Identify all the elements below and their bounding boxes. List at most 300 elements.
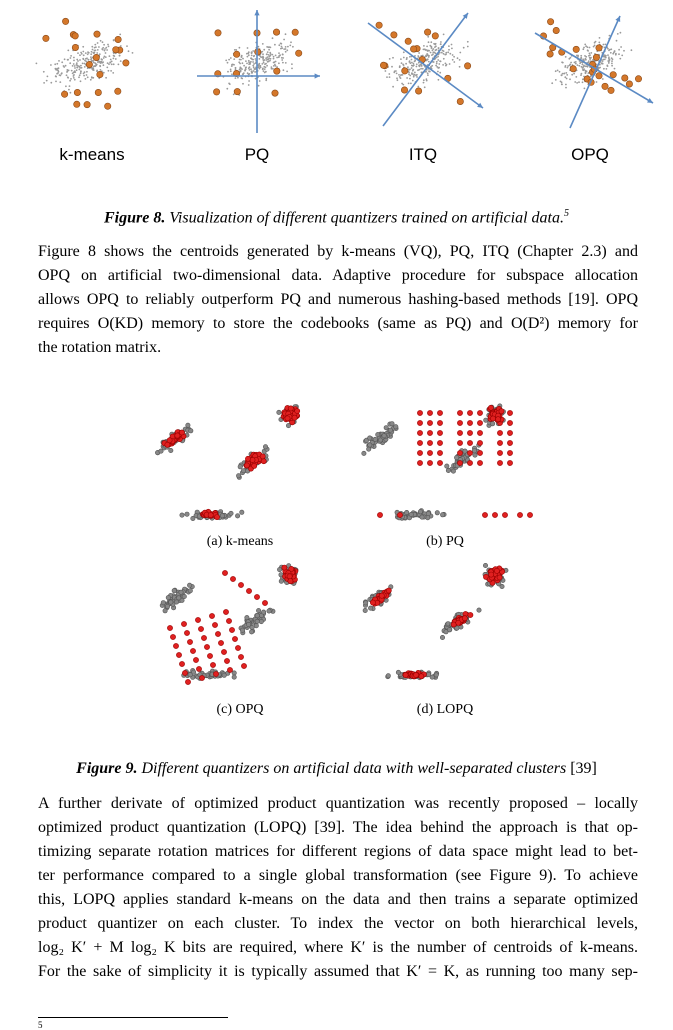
data-point [386, 674, 390, 678]
data-point [424, 86, 426, 88]
data-point [265, 78, 267, 80]
centroid [285, 416, 290, 421]
data-point [74, 65, 76, 67]
data-point [621, 55, 623, 57]
centroid [226, 618, 231, 623]
centroid [507, 430, 512, 435]
data-point [393, 72, 395, 74]
data-point [67, 77, 69, 79]
data-point [580, 74, 582, 76]
centroid [86, 61, 92, 67]
data-point [264, 63, 266, 65]
data-point [467, 41, 469, 43]
data-point [76, 67, 78, 69]
data-point [453, 61, 455, 63]
data-point [70, 78, 72, 80]
data-point [405, 510, 409, 514]
data-point [68, 89, 70, 91]
data-point [623, 50, 625, 52]
data-point [376, 432, 380, 436]
data-point [477, 608, 481, 612]
data-point [71, 70, 73, 72]
data-point [73, 60, 75, 62]
centroid [221, 649, 226, 654]
data-point [77, 52, 79, 54]
data-point [392, 57, 394, 59]
centroid [467, 460, 472, 465]
data-point [106, 67, 108, 69]
centroid [494, 568, 499, 573]
data-point [437, 67, 439, 69]
data-point [423, 79, 425, 81]
centroid [468, 612, 473, 617]
data-point [262, 43, 264, 45]
data-point [416, 66, 418, 68]
data-point [565, 72, 567, 74]
data-point [276, 57, 278, 59]
data-point [251, 55, 253, 57]
data-point [585, 56, 587, 58]
data-point [263, 62, 265, 64]
data-point [394, 425, 398, 429]
data-point [103, 64, 105, 66]
data-point [451, 44, 453, 46]
data-point [98, 46, 100, 48]
figure-9-caption-text: Different quantizers on artificial data with well-separated clusters [141, 760, 567, 777]
data-point [426, 46, 428, 48]
data-point [409, 69, 411, 71]
data-point [94, 44, 96, 46]
centroid [457, 420, 462, 425]
data-point [409, 512, 413, 516]
data-point [271, 66, 273, 68]
data-point [427, 50, 429, 52]
data-point [103, 57, 105, 59]
data-point [596, 81, 598, 83]
centroid [397, 512, 402, 517]
data-point [76, 62, 78, 64]
centroid [292, 29, 298, 35]
data-point [113, 58, 115, 60]
data-point [447, 51, 449, 53]
data-point [261, 63, 263, 65]
data-point [263, 70, 265, 72]
data-point [67, 59, 69, 61]
data-point [188, 589, 192, 593]
data-point [169, 600, 173, 604]
centroid [229, 627, 234, 632]
figure-8-kmeans-panel [22, 8, 152, 138]
centroid [182, 670, 187, 675]
data-point [423, 45, 425, 47]
data-point [451, 48, 453, 50]
data-point [561, 61, 563, 63]
data-point [92, 69, 94, 71]
data-point [90, 79, 92, 81]
data-point [445, 464, 449, 468]
data-point [382, 434, 386, 438]
data-point [66, 71, 68, 73]
data-point [412, 80, 414, 82]
data-point [241, 78, 243, 80]
centroid [215, 30, 221, 36]
data-point [252, 65, 254, 67]
data-point [604, 56, 606, 58]
data-point [433, 43, 435, 45]
centroid [93, 54, 99, 60]
data-point [83, 75, 85, 77]
centroid [410, 46, 416, 52]
data-point [242, 74, 244, 76]
data-point [241, 68, 243, 70]
figure-8-caption-text: Visualization of different quantizers trained on artificial data. [169, 209, 564, 227]
data-point [559, 71, 561, 73]
centroid [492, 512, 497, 517]
data-point [274, 64, 276, 66]
data-point [290, 41, 292, 43]
paragraph-2 [38, 792, 638, 984]
figure-8-itq-panel [358, 8, 488, 138]
data-point [253, 70, 255, 72]
data-point [582, 48, 584, 50]
data-point [567, 65, 569, 67]
centroid [176, 652, 181, 657]
figure-8-caption-label: Figure 8. [103, 209, 166, 227]
centroid [234, 51, 240, 57]
centroid [437, 430, 442, 435]
centroid [292, 415, 297, 420]
data-point [259, 80, 261, 82]
data-point [120, 60, 122, 62]
centroid [602, 83, 608, 89]
data-point [77, 60, 79, 62]
centroid [437, 460, 442, 465]
data-point [263, 49, 265, 51]
data-point [239, 47, 241, 49]
data-point [108, 63, 110, 65]
centroid [456, 620, 461, 625]
data-point [91, 51, 93, 53]
centroid [437, 450, 442, 455]
data-point [103, 44, 105, 46]
data-point [611, 60, 613, 62]
centroid [622, 75, 628, 81]
centroid [457, 460, 462, 465]
data-point [551, 82, 553, 84]
data-point [251, 72, 253, 74]
data-point [248, 61, 250, 63]
data-point [618, 49, 620, 51]
centroid [377, 512, 382, 517]
data-point [253, 66, 255, 68]
centroid [417, 460, 422, 465]
centroid [457, 410, 462, 415]
centroid [488, 405, 493, 410]
centroid [457, 98, 463, 104]
data-point [58, 67, 60, 69]
data-point [419, 69, 421, 71]
data-point [109, 61, 111, 63]
data-point [87, 76, 89, 78]
centroid [596, 73, 602, 79]
data-point [271, 54, 273, 56]
data-point [443, 53, 445, 55]
data-point [220, 514, 224, 518]
data-point [575, 63, 577, 65]
data-point [578, 65, 580, 67]
data-point [70, 57, 72, 59]
data-point [113, 55, 115, 57]
data-point [268, 54, 270, 56]
data-point [413, 76, 415, 78]
centroid [467, 430, 472, 435]
data-point [607, 60, 609, 62]
data-point [73, 77, 75, 79]
data-point [82, 46, 84, 48]
data-point [388, 428, 392, 432]
data-point [90, 53, 92, 55]
centroid [170, 634, 175, 639]
data-point [396, 670, 400, 674]
data-point [610, 48, 612, 50]
figure-9-subcaption-c: (c) OPQ [216, 702, 264, 717]
centroid [208, 513, 213, 518]
paragraph-1-line: Figure 8 shows the centroids generated by k-means (VQ), PQ, ITQ (Chapter 2.3) and [38, 243, 638, 260]
data-point [428, 70, 430, 72]
centroid [254, 594, 259, 599]
data-point [240, 628, 244, 632]
data-point [250, 57, 252, 59]
data-point [440, 61, 442, 63]
data-point [87, 53, 89, 55]
data-point [403, 51, 405, 53]
data-point [412, 69, 414, 71]
data-point [576, 82, 578, 84]
data-point [248, 63, 250, 65]
data-point [255, 613, 259, 617]
figure-8-label-itq: ITQ [408, 145, 438, 164]
data-point [81, 53, 83, 55]
data-point [430, 52, 432, 54]
data-point [67, 50, 69, 52]
data-point [74, 79, 76, 81]
data-point [179, 590, 183, 594]
data-point [259, 58, 261, 60]
centroid [282, 565, 287, 570]
data-point [271, 68, 273, 70]
data-point [400, 58, 402, 60]
centroid [467, 450, 472, 455]
data-point [241, 55, 243, 57]
data-point [438, 47, 440, 49]
data-point [248, 80, 250, 82]
data-point [428, 56, 430, 58]
centroid [427, 420, 432, 425]
data-point [286, 71, 288, 73]
data-point [618, 53, 620, 55]
data-point [606, 65, 608, 67]
data-point [435, 511, 439, 515]
data-point [92, 67, 94, 69]
figure-8-pq-panel [192, 8, 322, 138]
data-point [402, 64, 404, 66]
data-point [421, 65, 423, 67]
centroid [497, 460, 502, 465]
centroid [95, 89, 101, 95]
data-point [259, 619, 263, 623]
data-point [70, 92, 72, 94]
centroid [380, 62, 386, 68]
figure-9-subcaption-d: (d) LOPQ [416, 702, 474, 717]
centroid [94, 31, 100, 37]
data-point [246, 53, 248, 55]
data-point [240, 510, 244, 514]
data-point [101, 48, 103, 50]
data-point [442, 50, 444, 52]
data-point [484, 418, 488, 422]
data-point [631, 49, 633, 51]
data-point [414, 74, 416, 76]
data-point [250, 61, 252, 63]
data-point [561, 84, 563, 86]
data-point [235, 49, 237, 51]
centroid [84, 101, 90, 107]
data-point [245, 67, 247, 69]
data-point [87, 51, 89, 53]
data-point [593, 46, 595, 48]
figure-9-caption-label: Figure 9. [76, 760, 138, 777]
axis-arrowhead [315, 73, 320, 78]
data-point [283, 39, 285, 41]
paragraph-1-line: allows OPQ to reliably outperform PQ and numerous hashing-based methods [19]. OPQ [38, 291, 638, 308]
data-point [273, 58, 275, 60]
data-point [278, 55, 280, 57]
paragraph-1-line: requires O(KD) memory to store the codebooks (same as PQ) and O(D²) memory for [38, 315, 638, 332]
data-point [119, 34, 121, 36]
data-point [166, 595, 170, 599]
data-point [226, 88, 228, 90]
data-point [388, 73, 390, 75]
data-point [250, 68, 252, 70]
data-point [569, 64, 571, 66]
data-point [81, 67, 83, 69]
centroid [72, 33, 78, 39]
centroid [113, 47, 119, 53]
data-point [443, 34, 445, 36]
data-point [246, 63, 248, 65]
centroid [224, 658, 229, 663]
data-point [82, 51, 84, 53]
data-point [420, 68, 422, 70]
data-point [161, 601, 165, 605]
data-point [589, 54, 591, 56]
data-point [163, 609, 167, 613]
data-point [408, 74, 410, 76]
data-point [459, 59, 461, 61]
data-point [611, 65, 613, 67]
data-point [401, 62, 403, 64]
data-point [264, 68, 266, 70]
paragraph-1-line: the rotation matrix. [38, 339, 162, 356]
data-point [555, 70, 557, 72]
footnote-rule [38, 1017, 228, 1018]
data-point [91, 76, 93, 78]
data-point [96, 52, 98, 54]
centroid [241, 663, 246, 668]
data-point [225, 60, 227, 62]
data-point [233, 94, 235, 96]
data-point [93, 52, 95, 54]
data-point [601, 63, 603, 65]
data-point [262, 68, 264, 70]
centroid [209, 613, 214, 618]
data-point [262, 53, 264, 55]
centroid [477, 430, 482, 435]
data-point [232, 671, 236, 675]
data-point [182, 594, 186, 598]
data-point [562, 73, 564, 75]
data-point [107, 44, 109, 46]
data-point [436, 63, 438, 65]
centroid [165, 442, 170, 447]
data-point [55, 69, 57, 71]
figure-8-label-pq: PQ [244, 145, 270, 164]
centroid [437, 440, 442, 445]
data-point [434, 673, 438, 677]
data-point [611, 63, 613, 65]
paragraph-2-line: this, LOPQ applies standard k-means on the data and then trains a separate optimized [38, 891, 638, 908]
data-point [80, 65, 82, 67]
centroid [379, 593, 384, 598]
data-point [599, 67, 601, 69]
data-point [282, 62, 284, 64]
data-point [265, 71, 267, 73]
centroid [262, 600, 267, 605]
data-point [401, 74, 403, 76]
data-point [582, 64, 584, 66]
centroid [212, 622, 217, 627]
figure-9-caption [0, 760, 673, 778]
data-point [564, 76, 566, 78]
data-point [119, 55, 121, 57]
data-point [423, 49, 425, 51]
data-point [610, 52, 612, 54]
centroid [62, 18, 68, 24]
centroid [427, 410, 432, 415]
data-point [428, 61, 430, 63]
data-point [368, 436, 372, 440]
centroid [527, 512, 532, 517]
data-point [46, 80, 48, 82]
data-point [449, 53, 451, 55]
data-point [85, 52, 87, 54]
data-point [453, 56, 455, 58]
data-point [430, 46, 432, 48]
data-point [238, 465, 242, 469]
data-point [90, 56, 92, 58]
centroid [198, 626, 203, 631]
data-point [614, 50, 616, 52]
centroid [244, 463, 249, 468]
data-point [490, 422, 494, 426]
centroid [74, 89, 80, 95]
data-point [409, 61, 411, 63]
centroid [288, 579, 293, 584]
data-point [585, 65, 587, 67]
data-point [278, 44, 280, 46]
data-point [609, 59, 611, 61]
data-point [54, 63, 56, 65]
